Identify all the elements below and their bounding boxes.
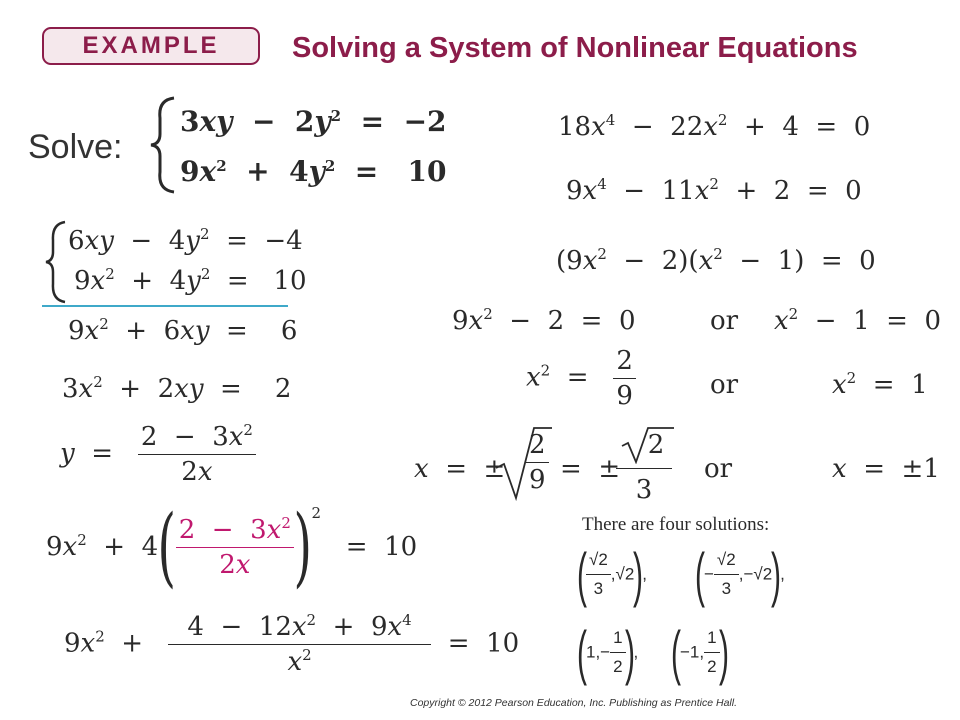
factor-2-zero: $x^2 - 1 = 0$ bbox=[774, 305, 941, 336]
system-brace bbox=[148, 96, 178, 194]
or-word-2: or bbox=[710, 370, 739, 400]
system-eq2: $9x^2 + 4y^2 = 10$ bbox=[180, 155, 447, 188]
or-word-3: or bbox=[704, 454, 733, 484]
or-word-1: or bbox=[710, 306, 739, 336]
solution-3: (1,− $\frac{1}{2}$ ), bbox=[576, 619, 639, 686]
solution-1: ( $\frac{√2}{3}$ ,√2), bbox=[576, 541, 648, 608]
x-squared-one: $x^2 = 1$ bbox=[832, 369, 928, 400]
slide-title: Solving a System of Nonlinear Equations bbox=[292, 32, 858, 64]
factored-eq: $(9x^2 - 2)(x^2 - 1) = 0$ bbox=[556, 245, 876, 276]
quartic-simplified: $9x^4 - 11x^2 + 2 = 0$ bbox=[566, 175, 862, 206]
elim-eq1: $6xy - 4y^2 = -4$ bbox=[68, 225, 303, 256]
copyright-footer: Copyright © 2012 Pearson Education, Inc. Publishing as Prentice Hall. bbox=[410, 697, 738, 709]
elim-eq2: $9x^2 + 4y^2 = 10$ bbox=[74, 265, 307, 296]
solve-label: Solve: bbox=[28, 128, 123, 166]
expanded-eq: $9x^2$ + $\frac{4 - 12x^2 + 9x^4}{x^2}$ = 10 bbox=[64, 611, 520, 677]
sum-line bbox=[42, 305, 288, 307]
sqrt-fraction: $\frac{2}{9}$ bbox=[526, 432, 549, 493]
example-badge-label: EXAMPLE bbox=[82, 32, 220, 59]
x-sqrt-two-ninths: x = ± bbox=[414, 454, 506, 484]
sqrt-two-over-three: 2 3 bbox=[616, 432, 672, 503]
solution-4: (−1, $\frac{1}{2}$ ) bbox=[670, 619, 729, 686]
substitution-eq: $9x^2 + 4$( $\frac{2 - 3x^2}{2x}$ )$^2$ = 10 bbox=[46, 497, 418, 597]
equals-plus-minus: = ± bbox=[560, 454, 621, 484]
factor-1-zero: $9x^2 - 2 = 0$ bbox=[452, 305, 636, 336]
x-plus-minus-one: x = ±1 bbox=[832, 454, 940, 484]
x-squared-two-ninths: $x^2$ = $\frac{2}{9}$ bbox=[526, 348, 636, 409]
elimination-brace bbox=[44, 220, 68, 304]
elim-divided: $3x^2 + 2xy$ = 2 bbox=[62, 373, 292, 404]
solve-for-y: y = $\frac{2 - 3x^2}{2x}$ bbox=[60, 424, 256, 485]
example-badge bbox=[42, 27, 260, 65]
system-eq1: $3xy - 2y^2 = -2$ bbox=[180, 105, 447, 138]
elim-sum: $9x^2 + 6xy$ = 6 bbox=[68, 315, 298, 346]
quartic-eq: $18x^4 - 22x^2 + 4 = 0$ bbox=[558, 111, 871, 142]
solution-2: (− $\frac{√2}{3}$ ,−√2), bbox=[694, 541, 785, 608]
four-solutions-label: There are four solutions: bbox=[582, 514, 770, 535]
